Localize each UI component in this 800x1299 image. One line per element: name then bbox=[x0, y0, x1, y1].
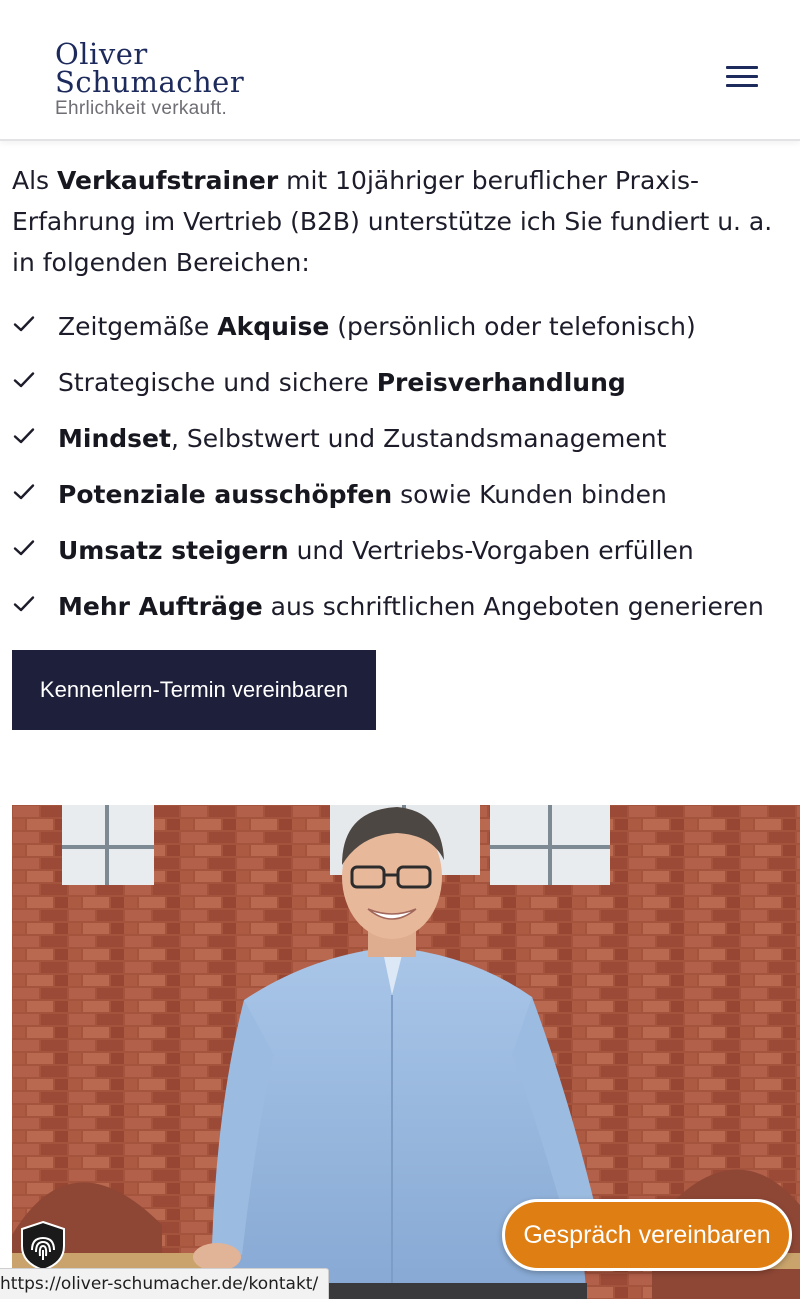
list-item-post: , Selbstwert und Zustandsmanagement bbox=[170, 424, 667, 453]
list-item-bold: Umsatz steigern bbox=[58, 536, 289, 565]
list-item bbox=[12, 306, 792, 362]
list-item-post: aus schriftlichen Angeboten generieren bbox=[262, 592, 764, 621]
intro-section bbox=[12, 160, 790, 283]
list-item bbox=[12, 418, 792, 474]
check-icon bbox=[12, 424, 36, 448]
gespraech-vereinbaren-button[interactable]: Gespräch vereinbaren bbox=[502, 1199, 792, 1271]
list-item-post: und Vertriebs-Vorgaben erfüllen bbox=[288, 536, 694, 565]
check-icon bbox=[12, 312, 36, 336]
intro-bold: Verkaufstrainer bbox=[57, 166, 279, 195]
check-icon bbox=[12, 480, 36, 504]
site-logo[interactable] bbox=[55, 37, 275, 120]
fingerprint-shield-icon[interactable] bbox=[18, 1220, 68, 1272]
kennenlern-termin-button[interactable]: Kennenlern-Termin vereinbaren bbox=[12, 650, 376, 730]
check-icon bbox=[12, 592, 36, 616]
list-item-bold: Potenziale ausschöpfen bbox=[58, 480, 393, 509]
list-item-bold: Akquise bbox=[217, 312, 330, 341]
intro-suffix: mit 10jähriger beruflicher Praxis-Erfahrung im Vertrieb (B2B) unterstütze ich Sie fundiert u. a. in folgenden Bereichen: bbox=[12, 166, 773, 277]
list-item-bold: Mehr Aufträge bbox=[58, 592, 263, 621]
intro-text bbox=[12, 160, 790, 283]
check-icon bbox=[12, 536, 36, 560]
list-item bbox=[12, 586, 792, 642]
logo-name-last: Schumacher bbox=[55, 65, 245, 99]
list-item-post: (persönlich oder telefonisch) bbox=[329, 312, 696, 341]
list-item-pre: Zeitgemäße bbox=[58, 312, 218, 341]
list-item bbox=[12, 362, 792, 418]
list-item bbox=[12, 474, 792, 530]
list-item-post: sowie Kunden binden bbox=[392, 480, 667, 509]
list-item-bold: Mindset bbox=[58, 424, 171, 453]
logo-tagline: Ehrlichkeit verkauft. bbox=[55, 98, 228, 119]
hamburger-menu-icon[interactable] bbox=[726, 66, 760, 92]
list-item-bold: Preisverhandlung bbox=[376, 368, 626, 397]
site-header bbox=[0, 0, 800, 141]
services-list bbox=[12, 306, 792, 642]
list-item-pre: Strategische und sichere bbox=[58, 368, 377, 397]
intro-prefix: Als bbox=[12, 166, 58, 195]
check-icon bbox=[12, 368, 36, 392]
logo-name-first: Oliver bbox=[55, 37, 148, 71]
status-bar-url: https://oliver-schumacher.de/kontakt/ bbox=[0, 1268, 329, 1299]
list-item bbox=[12, 530, 792, 586]
